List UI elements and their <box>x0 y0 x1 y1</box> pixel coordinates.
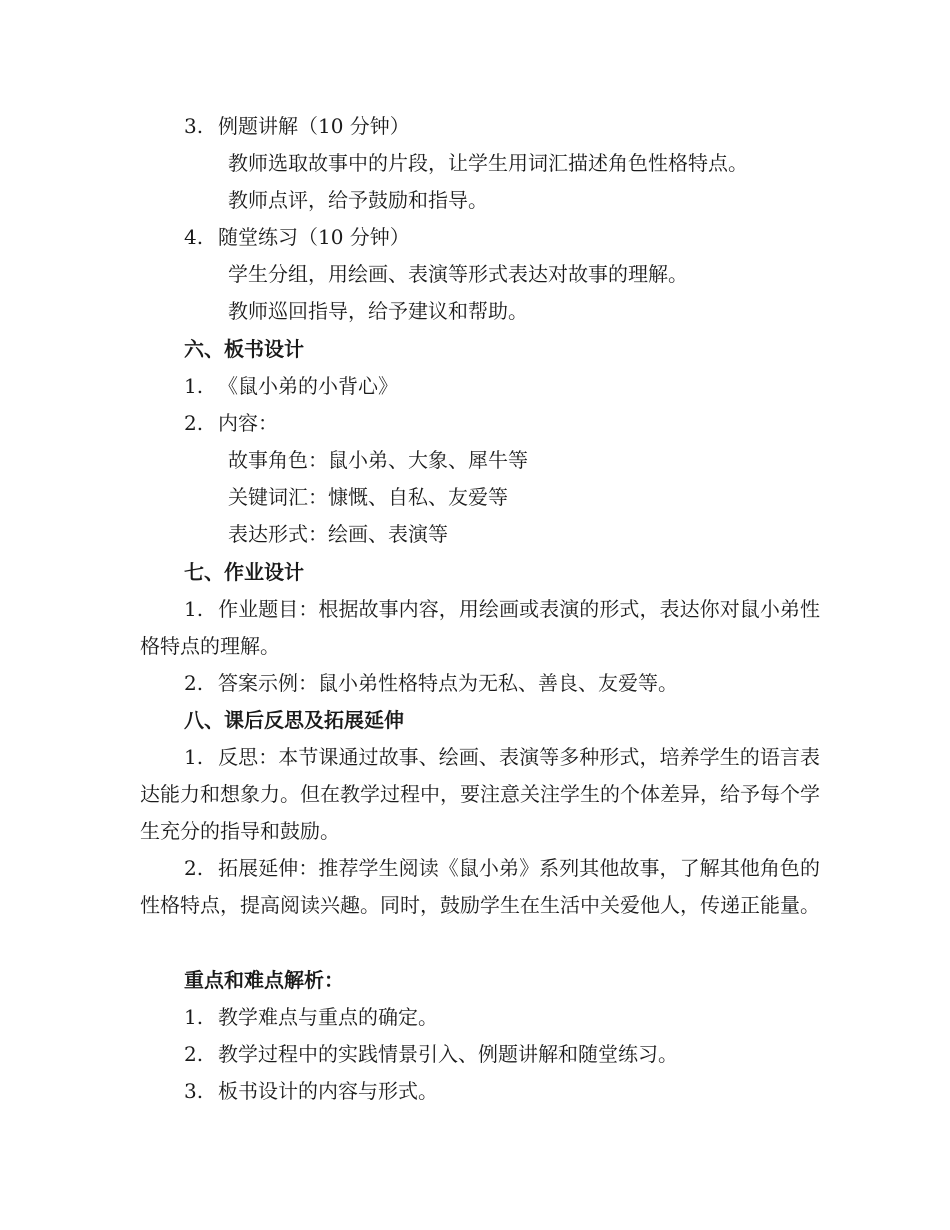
item-number: 2. <box>184 856 204 880</box>
list-item <box>184 1078 438 1104</box>
sub-item: 故事角色：鼠小弟、大象、犀牛等 <box>228 448 528 472</box>
item-text: 教学难点与重点的确定。 <box>218 1005 438 1029</box>
section-heading-board-design: 六、板书设计 <box>184 337 304 361</box>
item-number: 2. <box>184 671 204 695</box>
sub-item: 关键词汇：慷慨、自私、友爱等 <box>228 485 508 509</box>
list-item <box>184 1004 438 1030</box>
item-number: 1. <box>184 745 204 769</box>
list-item-classroom-practice <box>184 224 410 250</box>
section-heading-reflection: 八、课后反思及拓展延伸 <box>184 708 404 732</box>
item-text: 随堂练习（10 分钟） <box>218 225 410 249</box>
item-number: 2. <box>184 1042 204 1066</box>
item-text: 作业题目：根据故事内容，用绘画或表演的形式，表达你对鼠小弟性格特点的理解。 <box>140 597 820 658</box>
sub-item: 学生分组，用绘画、表演等形式表达对故事的理解。 <box>228 262 688 286</box>
paragraph-homework-1 <box>140 591 820 665</box>
item-number: 1. <box>184 597 204 621</box>
section-heading-analysis: 重点和难点解析： <box>184 968 344 992</box>
list-item <box>184 1041 678 1067</box>
item-number: 1. <box>184 1005 204 1029</box>
paragraph-reflection <box>140 739 820 850</box>
item-number: 3. <box>184 114 204 138</box>
sub-item: 教师巡回指导，给予建议和帮助。 <box>228 299 528 323</box>
item-number: 3. <box>184 1079 204 1103</box>
item-text: 《鼠小弟的小背心》 <box>218 374 398 398</box>
sub-item: 教师选取故事中的片段，让学生用词汇描述角色性格特点。 <box>228 151 748 175</box>
item-text: 答案示例：鼠小弟性格特点为无私、善良、友爱等。 <box>218 671 678 695</box>
item-text: 教学过程中的实践情景引入、例题讲解和随堂练习。 <box>218 1042 678 1066</box>
item-number: 2. <box>184 411 204 435</box>
list-item <box>184 373 398 399</box>
list-item <box>184 670 678 696</box>
section-heading-homework: 七、作业设计 <box>184 560 304 584</box>
item-number: 4. <box>184 225 204 249</box>
paragraph-extension <box>140 850 820 924</box>
sub-item: 教师点评，给予鼓励和指导。 <box>228 188 488 212</box>
item-text: 板书设计的内容与形式。 <box>218 1079 438 1103</box>
list-item-example-explanation <box>184 113 410 139</box>
item-text: 例题讲解（10 分钟） <box>218 114 410 138</box>
sub-item: 表达形式：绘画、表演等 <box>228 522 448 546</box>
item-text: 内容： <box>218 411 278 435</box>
item-text: 拓展延伸：推荐学生阅读《鼠小弟》系列其他故事，了解其他角色的性格特点，提高阅读兴趣。同时，鼓励学生在生活中关爱他人，传递正能量。 <box>140 856 820 917</box>
item-number: 1. <box>184 374 204 398</box>
item-text: 反思：本节课通过故事、绘画、表演等多种形式，培养学生的语言表达能力和想象力。但在教学过程中，要注意关注学生的个体差异，给予每个学生充分的指导和鼓励。 <box>140 745 820 843</box>
list-item <box>184 410 278 436</box>
